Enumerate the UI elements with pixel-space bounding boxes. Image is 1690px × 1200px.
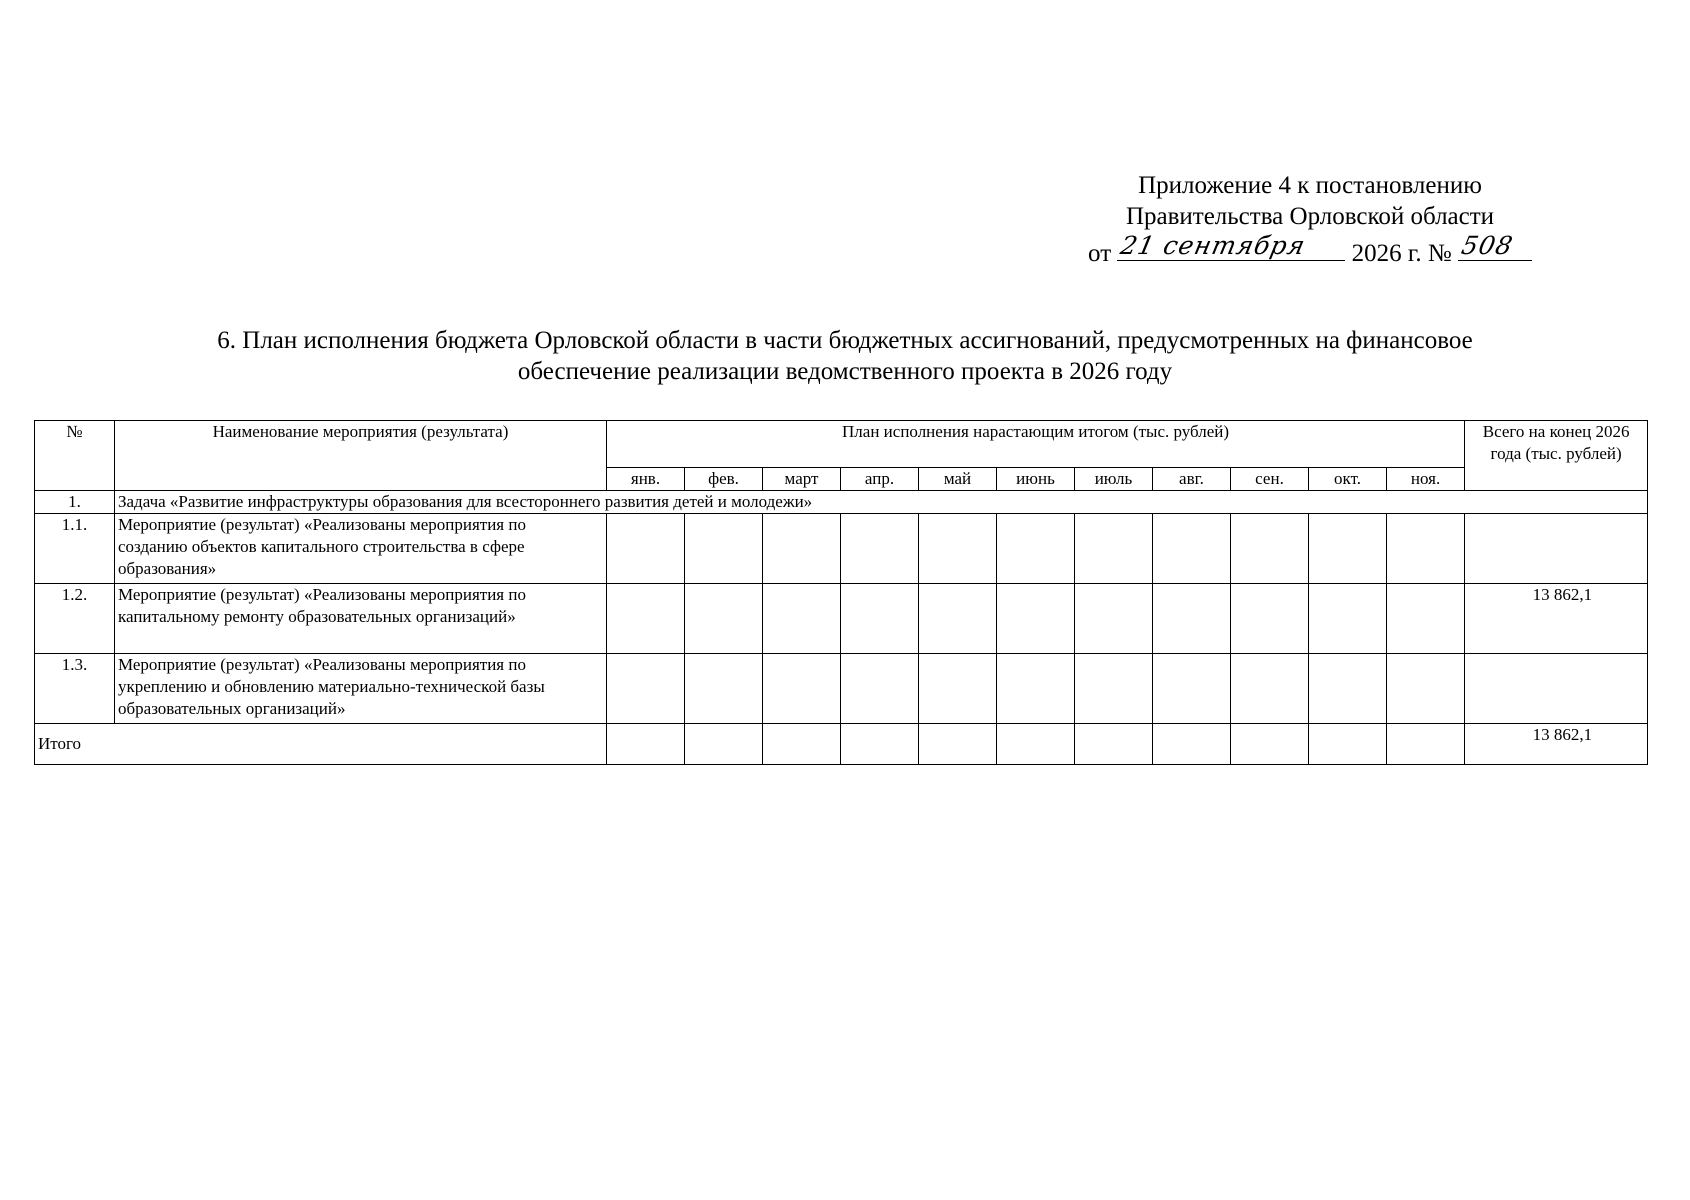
- month-header: апр.: [841, 468, 919, 491]
- appendix-header: [1050, 170, 1570, 269]
- month-header: янв.: [607, 468, 685, 491]
- task-row: [35, 491, 1648, 514]
- handwritten-date: 21 сентября: [1118, 231, 1309, 260]
- task-name: Задача «Развитие инфраструктуры образования для всестороннего развития детей и молодежи»: [115, 491, 1648, 514]
- month-cell: [685, 514, 763, 584]
- month-cell: [1075, 654, 1153, 724]
- handwritten-number: 508: [1458, 231, 1516, 260]
- month-cell: [841, 654, 919, 724]
- month-cell: [763, 654, 841, 724]
- month-cell: [763, 514, 841, 584]
- month-cell: [1387, 654, 1465, 724]
- grand-total: 13 862,1: [1465, 724, 1648, 765]
- task-number: 1.: [35, 491, 115, 514]
- month-cell: [1387, 584, 1465, 654]
- month-cell: [763, 584, 841, 654]
- month-cell: [685, 584, 763, 654]
- month-cell: [997, 514, 1075, 584]
- month-cell: [919, 724, 997, 765]
- appendix-date-line: [1050, 232, 1570, 269]
- month-cell: [1153, 724, 1231, 765]
- table-row: [35, 584, 1648, 654]
- budget-plan-table: [34, 420, 1648, 765]
- row-total: [1465, 654, 1648, 724]
- month-cell: [607, 724, 685, 765]
- month-cell: [1075, 724, 1153, 765]
- month-cell: [1387, 514, 1465, 584]
- table-row: [35, 514, 1648, 584]
- month-cell: [919, 584, 997, 654]
- title-line-1: 6. План исполнения бюджета Орловской области в части бюджетных ассигнований, предусмотренных на финансовое: [217, 327, 1473, 354]
- month-header: июль: [1075, 468, 1153, 491]
- month-cell: [1309, 514, 1387, 584]
- month-cell: [607, 514, 685, 584]
- number-blank: [1458, 232, 1532, 261]
- title-line-2: обеспечение реализации ведомственного проекта в 2026 году: [517, 358, 1173, 385]
- col-header-number: №: [35, 421, 115, 491]
- row-name: Мероприятие (результат) «Реализованы мероприятия по созданию объектов капитального строительства в сфере образования»: [115, 514, 607, 584]
- total-row: [35, 724, 1648, 765]
- col-header-total: Всего на конец 2026 года (тыс. рублей): [1465, 421, 1648, 491]
- row-number: 1.3.: [35, 654, 115, 724]
- month-cell: [1153, 514, 1231, 584]
- col-header-plan: План исполнения нарастающим итогом (тыс. рублей): [607, 421, 1465, 468]
- month-cell: [1309, 654, 1387, 724]
- month-cell: [1075, 514, 1153, 584]
- month-header: авг.: [1153, 468, 1231, 491]
- appendix-line-1: Приложение 4 к постановлению: [1138, 172, 1482, 199]
- document-title: [40, 325, 1650, 387]
- month-cell: [997, 724, 1075, 765]
- month-header: март: [763, 468, 841, 491]
- from-label: от: [1088, 240, 1112, 267]
- month-header: июнь: [997, 468, 1075, 491]
- month-cell: [997, 654, 1075, 724]
- month-cell: [1231, 724, 1309, 765]
- month-cell: [1153, 654, 1231, 724]
- table-header-row: [35, 421, 1648, 468]
- month-cell: [1231, 584, 1309, 654]
- month-cell: [607, 584, 685, 654]
- month-cell: [841, 514, 919, 584]
- total-label: Итого: [35, 724, 607, 765]
- month-header: ноя.: [1387, 468, 1465, 491]
- col-header-name: Наименование мероприятия (результата): [115, 421, 607, 491]
- month-cell: [841, 584, 919, 654]
- date-blank: [1117, 232, 1345, 261]
- appendix-line-2: Правительства Орловской области: [1125, 203, 1495, 230]
- month-cell: [1153, 584, 1231, 654]
- month-cell: [997, 584, 1075, 654]
- month-cell: [763, 724, 841, 765]
- row-number: 1.1.: [35, 514, 115, 584]
- table-row: [35, 654, 1648, 724]
- month-cell: [919, 514, 997, 584]
- month-cell: [685, 724, 763, 765]
- row-total: [1465, 514, 1648, 584]
- month-cell: [841, 724, 919, 765]
- month-cell: [1387, 724, 1465, 765]
- month-cell: [607, 654, 685, 724]
- row-total: 13 862,1: [1465, 584, 1648, 654]
- month-cell: [685, 654, 763, 724]
- month-cell: [919, 654, 997, 724]
- month-cell: [1231, 514, 1309, 584]
- month-header: сен.: [1231, 468, 1309, 491]
- month-header: окт.: [1309, 468, 1387, 491]
- month-cell: [1075, 584, 1153, 654]
- month-cell: [1309, 724, 1387, 765]
- year-number-label: 2026 г. №: [1351, 240, 1452, 267]
- month-header: май: [919, 468, 997, 491]
- row-name: Мероприятие (результат) «Реализованы мероприятия по капитальному ремонту образовательных организаций»: [115, 584, 607, 654]
- month-cell: [1309, 584, 1387, 654]
- row-name: Мероприятие (результат) «Реализованы мероприятия по укреплению и обновлению материально-технической базы образовательных организаций»: [115, 654, 607, 724]
- month-cell: [1231, 654, 1309, 724]
- month-header: фев.: [685, 468, 763, 491]
- row-number: 1.2.: [35, 584, 115, 654]
